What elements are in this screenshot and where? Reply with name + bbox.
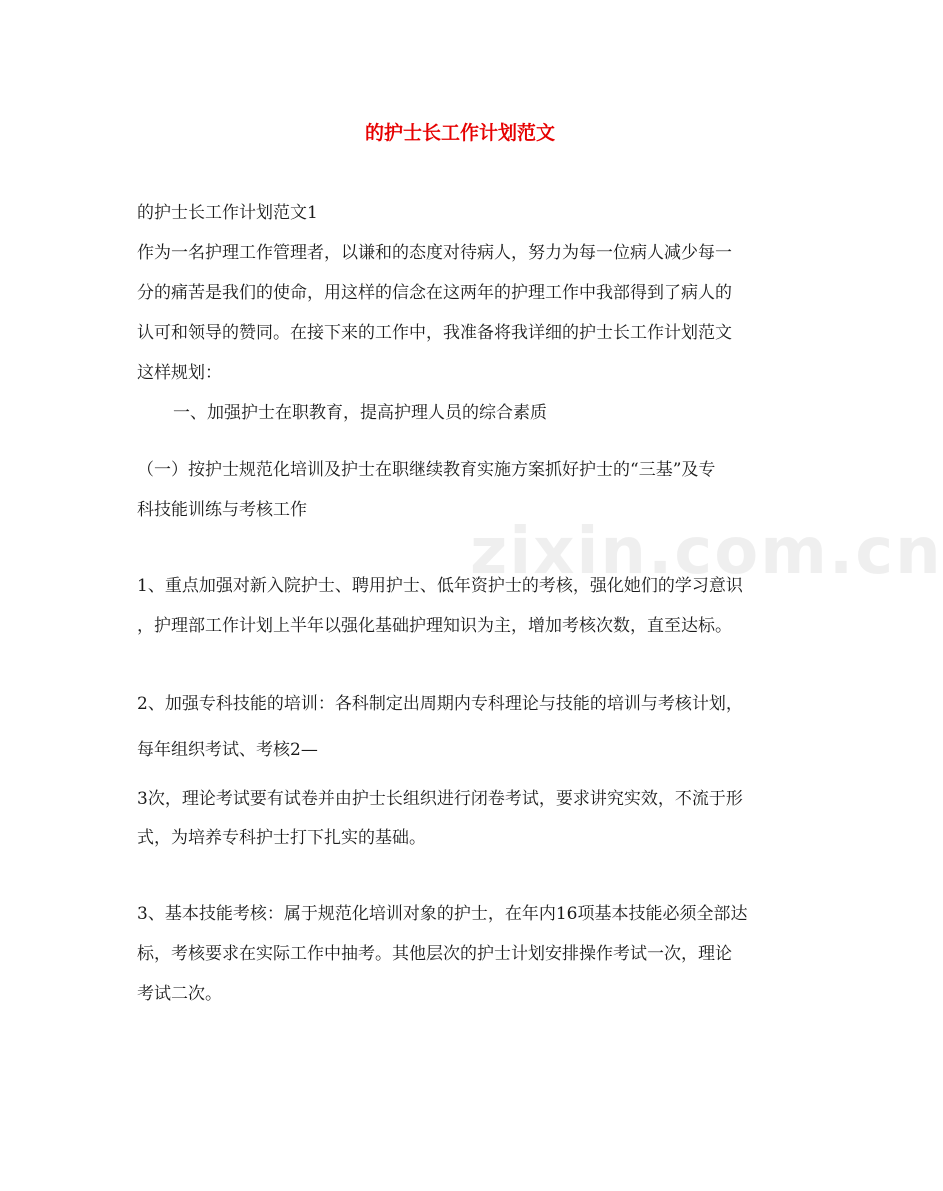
item-line: 3、基本技能考核：属于规范化培训对象的护士，在年内16项基本技能必须全部达 — [137, 904, 748, 924]
item-line: 3次，理论考试要有试卷并由护士长组织进行闭卷考试，要求讲究实效，不流于形 — [137, 789, 743, 809]
item-1 — [137, 566, 785, 646]
watermark: zixin.com.cn — [470, 515, 943, 589]
intro-line: 这样规划： — [137, 363, 222, 383]
section-heading: 一、加强护士在职教育，提高护理人员的综合素质 — [173, 403, 547, 423]
item-line: 2、加强专科技能的培训：各科制定出周期内专科理论与技能的培训与考核计划， — [137, 694, 743, 714]
subtitle: 的护士长工作计划范文1 — [137, 203, 318, 223]
subsection-line: （一）按护士规范化培训及护士在职继续教育实施方案抓好护士的“三基”及专 — [137, 460, 716, 480]
intro-line: 分的痛苦是我们的使命，用这样的信念在这两年的护理工作中我部得到了病人的 — [137, 283, 732, 303]
intro-line: 认可和领导的赞同。在接下来的工作中，我准备将我详细的护士长工作计划范文 — [137, 323, 732, 343]
item-line: ，护理部工作计划上半年以强化基础护理知识为主，增加考核次数，直至达标。 — [137, 616, 732, 636]
subsection-line: 科技能训练与考核工作 — [137, 500, 307, 520]
item-2 — [137, 684, 785, 770]
item-line: 标，考核要求在实际工作中抽考。其他层次的护士计划安排操作考试一次，理论 — [137, 944, 732, 964]
item-2-continued — [137, 780, 785, 858]
item-line: 考试二次。 — [137, 984, 222, 1004]
intro-block — [137, 193, 785, 433]
subsection-block — [137, 450, 785, 530]
item-line: 每年组织考试、考核2— — [137, 740, 318, 760]
item-3 — [137, 894, 785, 1014]
item-line: 1、重点加强对新入院护士、聘用护士、低年资护士的考核，强化她们的学习意识 — [137, 576, 743, 596]
intro-line: 作为一名护理工作管理者，以谦和的态度对待病人，努力为每一位病人减少每一 — [137, 243, 732, 263]
document-title: 的护士长工作计划范文 — [364, 122, 555, 144]
item-line: 式，为培养专科护士打下扎实的基础。 — [137, 828, 426, 848]
